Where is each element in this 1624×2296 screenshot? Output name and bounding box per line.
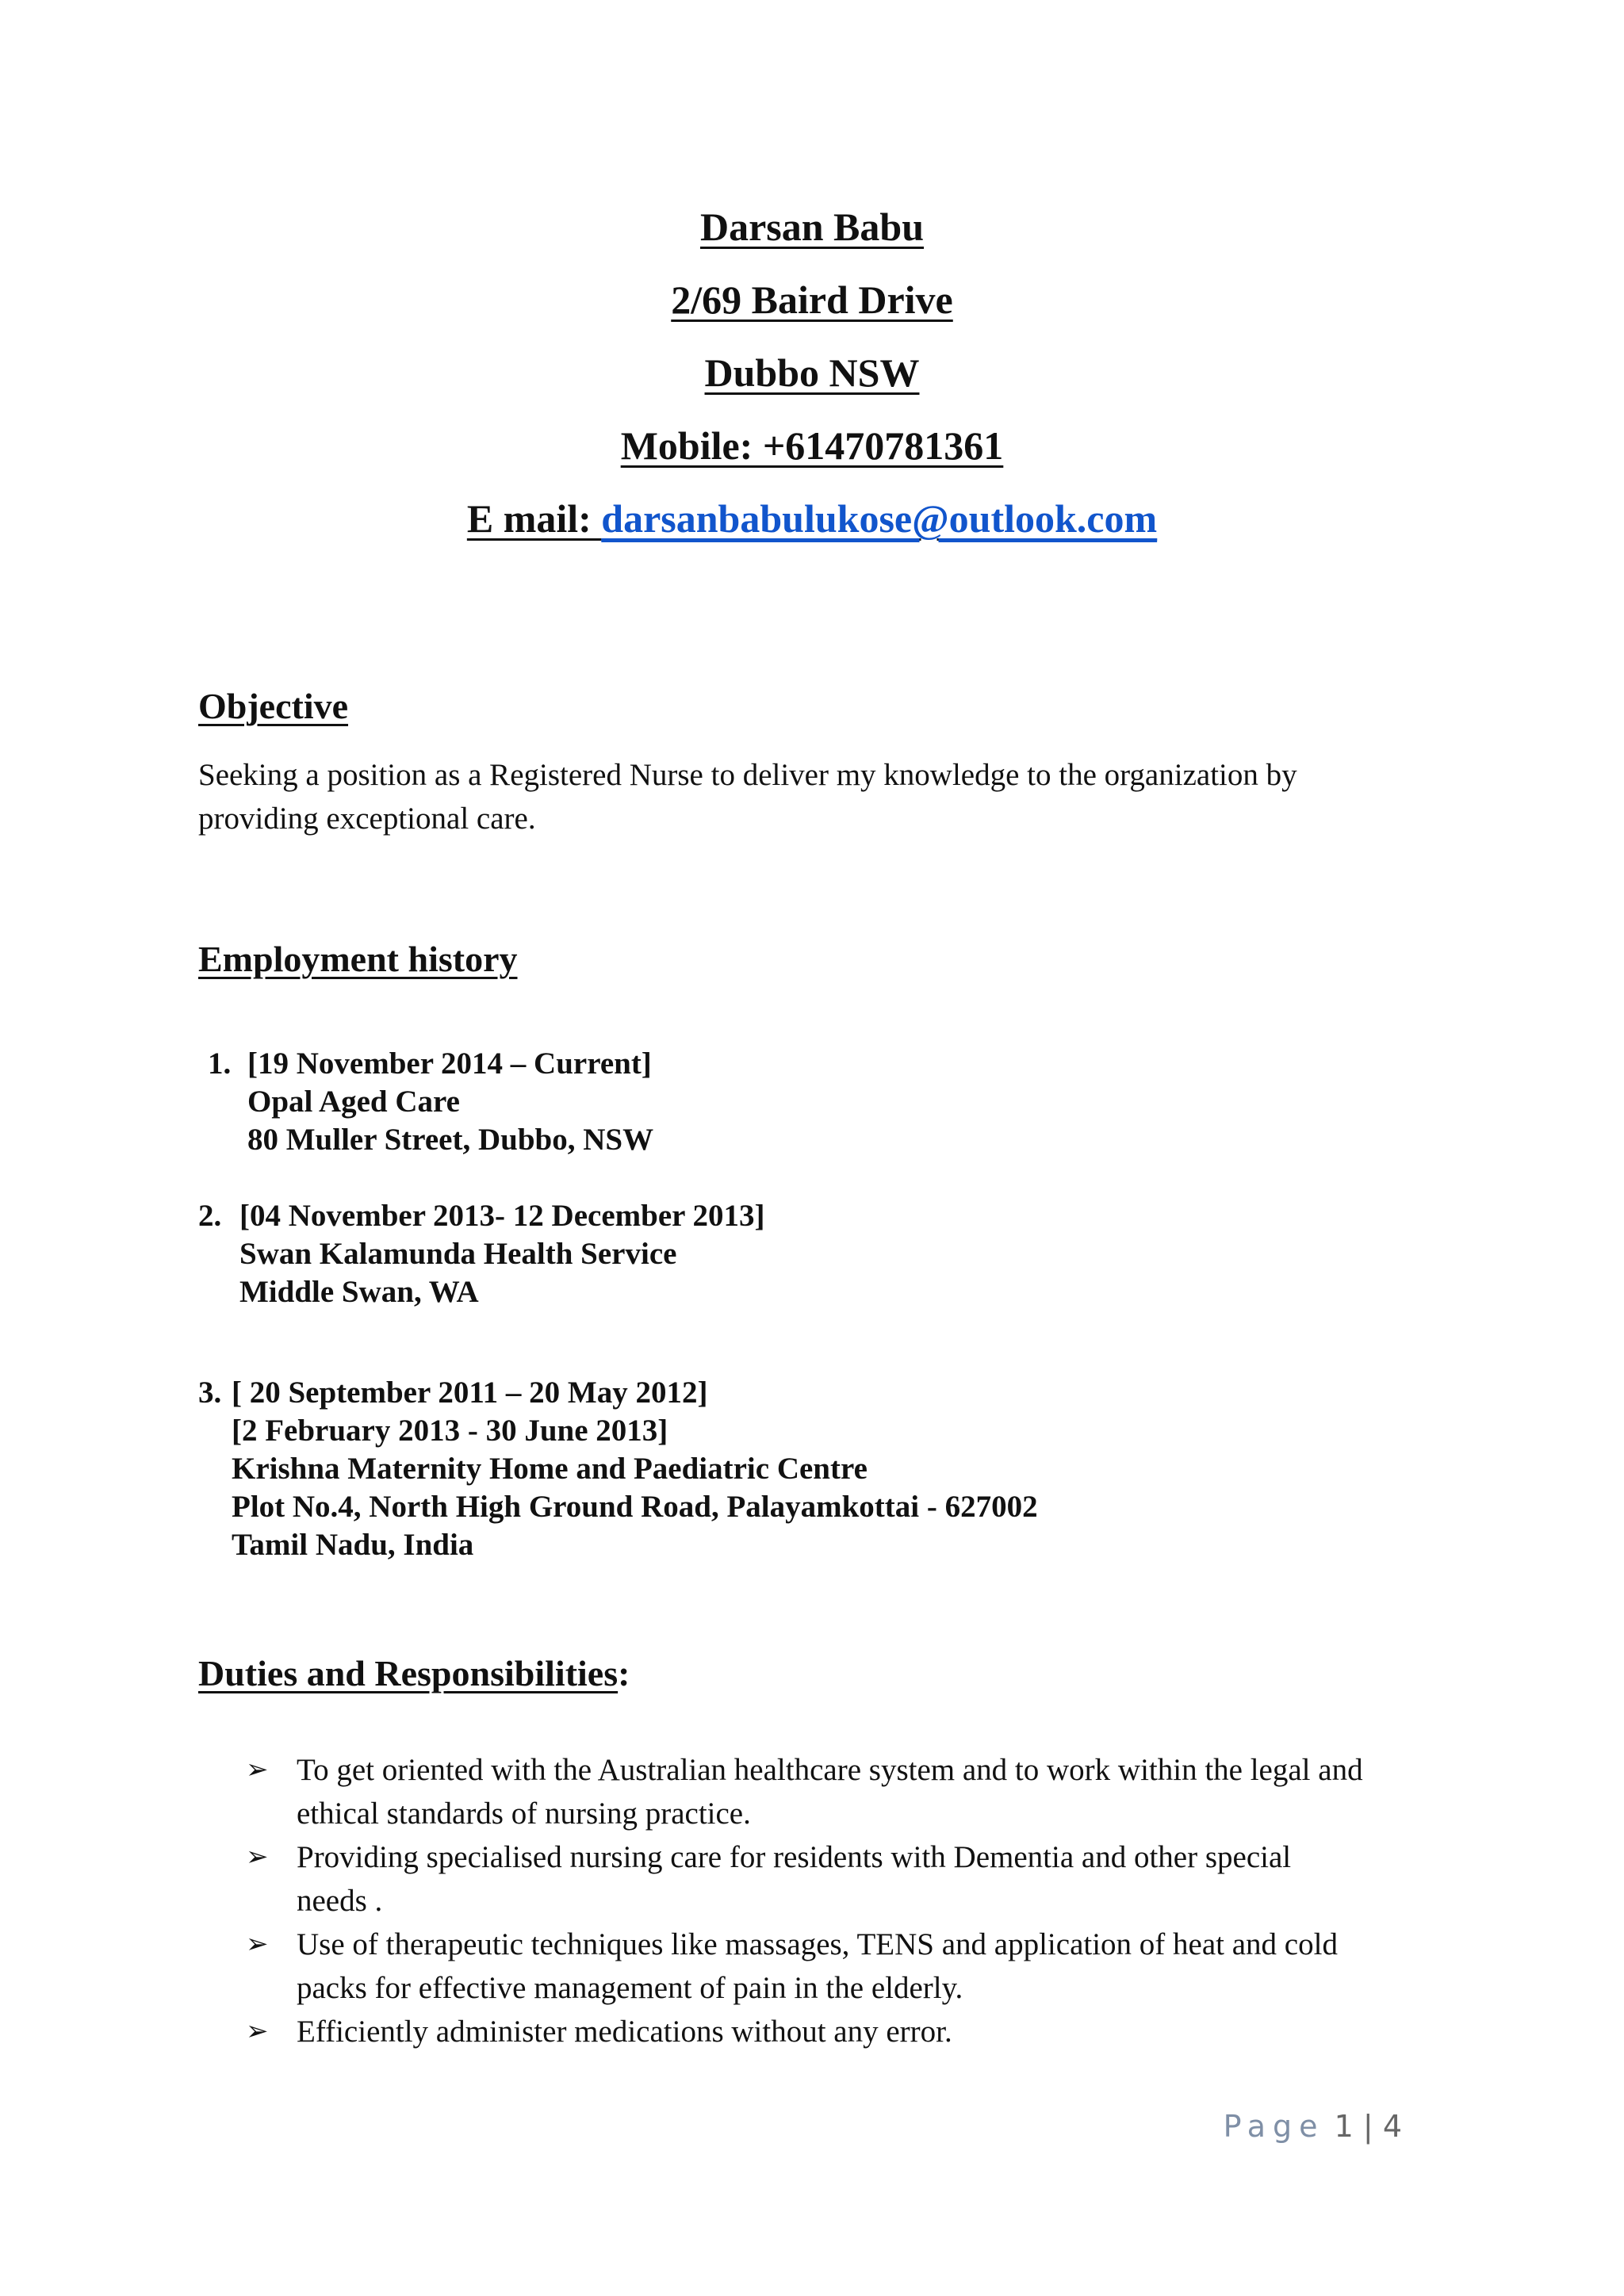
- page-label: Page: [1223, 2109, 1325, 2144]
- duties-heading-suffix: :: [618, 1653, 630, 1693]
- page-total: 4: [1382, 2109, 1402, 2144]
- job-employer: Swan Kalamunda Health Service: [239, 1237, 677, 1271]
- job-dates: [19 November 2014 – Current]: [247, 1047, 652, 1081]
- job-entry-2: [198, 1197, 765, 1311]
- list-item: [246, 1923, 1483, 2010]
- list-item: [246, 2010, 1483, 2053]
- duty-line: Efficiently administer medications without any error.: [297, 2015, 952, 2049]
- arrow-bullet-icon: ➢: [246, 1928, 269, 1960]
- job-number: 2.: [198, 1199, 222, 1233]
- job-number: 3.: [198, 1376, 222, 1410]
- employment-heading: Employment history: [198, 939, 518, 979]
- objective-line-2: providing exceptional care.: [198, 802, 536, 836]
- job-dates: [04 November 2013- 12 December 2013]: [239, 1199, 765, 1233]
- job-employer: Opal Aged Care: [247, 1085, 460, 1119]
- page-current: 1: [1334, 2109, 1354, 2144]
- arrow-bullet-icon: ➢: [246, 2015, 269, 2047]
- address-line-2: Dubbo NSW: [704, 350, 920, 395]
- email-link[interactable]: darsanbabulukose@outlook.com: [601, 496, 1158, 541]
- duties-heading-text: Duties and Responsibilities: [198, 1653, 619, 1693]
- duty-line: packs for effective management of pain in the elderly.: [297, 1971, 963, 2005]
- job-dates: [ 20 September 2011 – 20 May 2012]: [232, 1376, 708, 1410]
- job-location: Middle Swan, WA: [239, 1275, 479, 1309]
- job-address: Plot No.4, North High Ground Road, Palayamkottai - 627002: [232, 1490, 1038, 1524]
- email-line: [0, 482, 1624, 555]
- duty-line: needs .: [297, 1884, 383, 1918]
- list-item: [246, 1835, 1483, 1923]
- duty-line: To get oriented with the Australian healthcare system and to work within the legal and: [297, 1753, 1363, 1787]
- job-employer: Krishna Maternity Home and Paediatric Centre: [232, 1452, 868, 1486]
- arrow-bullet-icon: ➢: [246, 1841, 269, 1873]
- job-entry-1: [208, 1045, 654, 1159]
- job-location: 80 Muller Street, Dubbo, NSW: [247, 1123, 654, 1157]
- arrow-bullet-icon: ➢: [246, 1754, 269, 1785]
- duties-heading: [198, 1652, 630, 1694]
- objective-heading: Objective: [198, 686, 349, 726]
- address-line-1: 2/69 Baird Drive: [671, 277, 953, 322]
- duty-line: ethical standards of nursing practice.: [297, 1797, 751, 1831]
- page-number: [1224, 2109, 1402, 2144]
- duty-line: Providing specialised nursing care for residents with Dementia and other special: [297, 1840, 1292, 1874]
- email-label: E mail:: [466, 496, 602, 541]
- objective-text: [198, 753, 1451, 840]
- applicant-name: Darsan Babu: [699, 205, 925, 249]
- job-dates-2: [2 February 2013 - 30 June 2013]: [232, 1414, 668, 1448]
- page-separator: |: [1353, 2109, 1383, 2144]
- duties-list: [246, 1748, 1483, 2053]
- job-location: Tamil Nadu, India: [232, 1528, 474, 1562]
- duty-line: Use of therapeutic techniques like massages, TENS and application of heat and cold: [297, 1927, 1338, 1961]
- job-number: 1.: [208, 1047, 232, 1081]
- mobile-number: Mobile: +61470781361: [620, 423, 1004, 468]
- contact-header: [0, 190, 1624, 555]
- objective-line-1: Seeking a position as a Registered Nurse to deliver my knowledge to the organization by: [198, 758, 1297, 792]
- job-entry-3: [198, 1374, 1038, 1564]
- list-item: [246, 1748, 1483, 1835]
